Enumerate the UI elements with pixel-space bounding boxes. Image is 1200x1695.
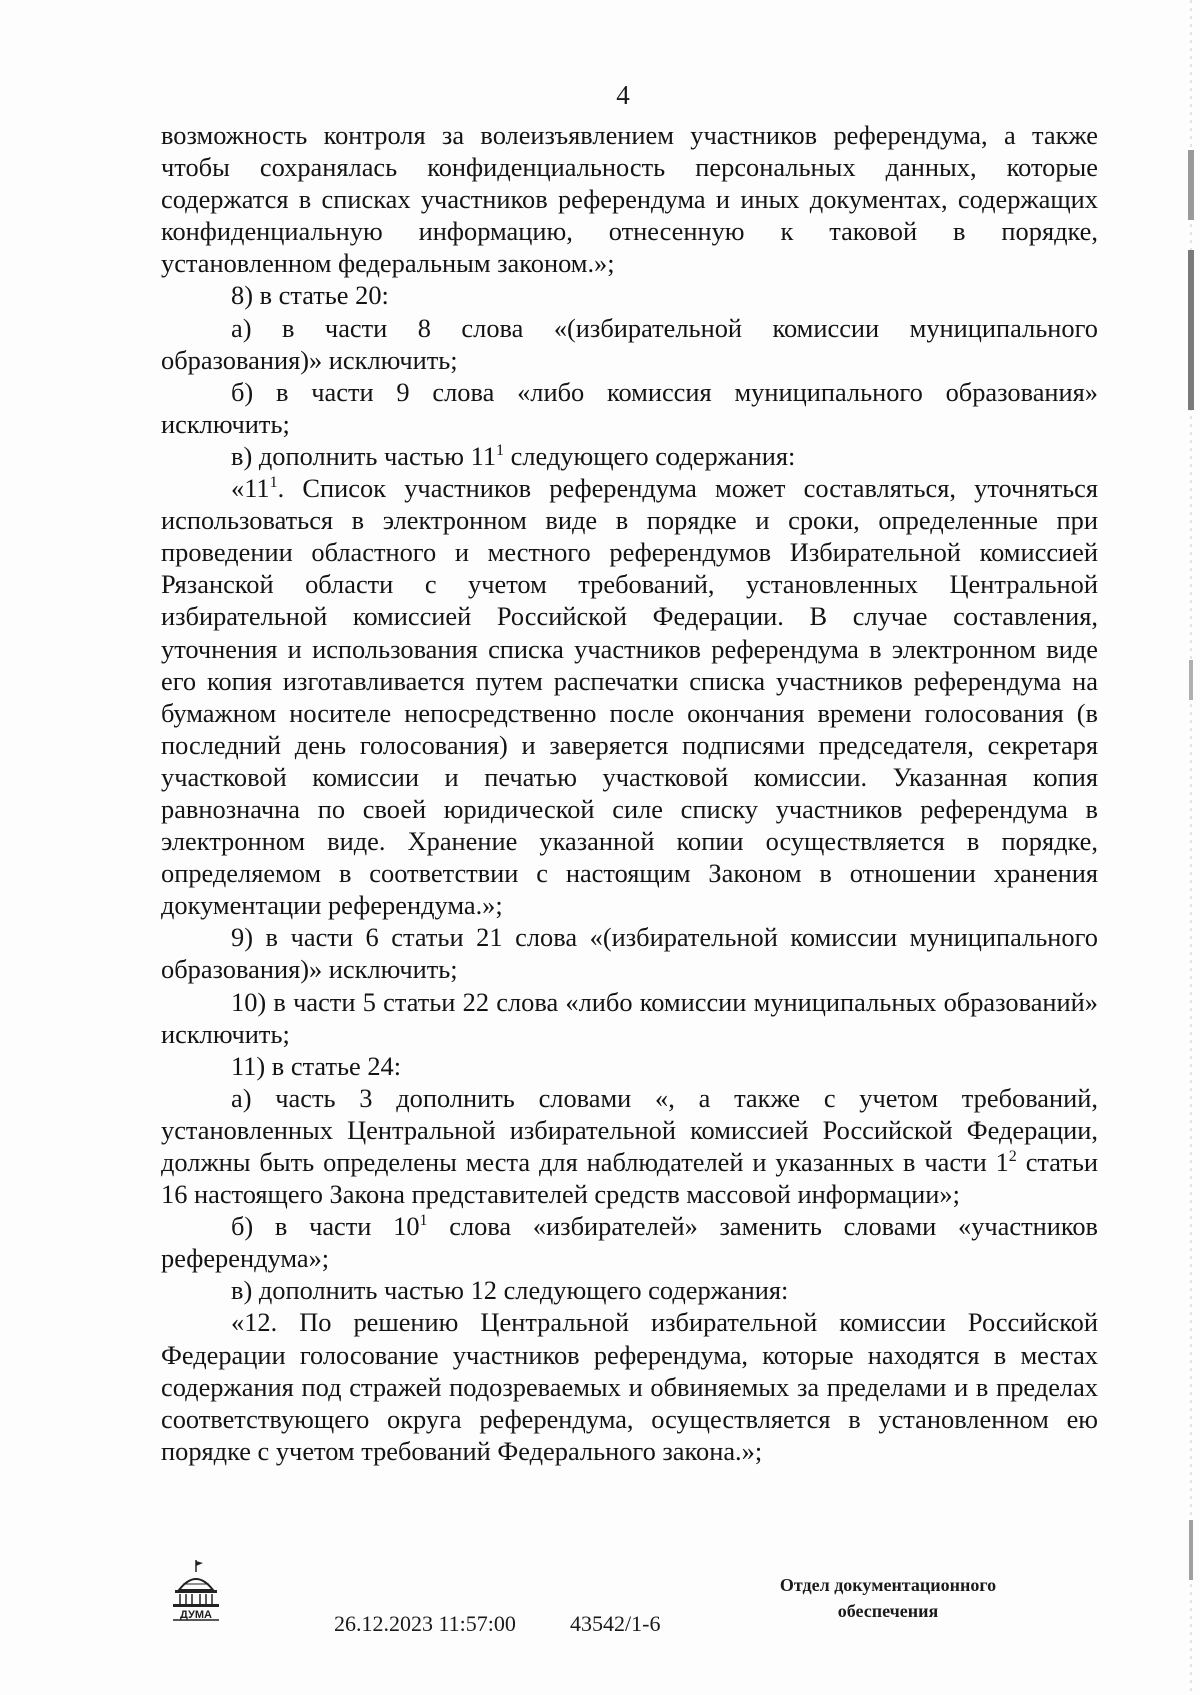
text-run: б) в части 10 — [231, 1211, 420, 1242]
text-run: а) в части 8 слова «(избирательной комиссии муниципального образования)» исключить; — [161, 312, 1098, 375]
scan-edge-marks — [1186, 0, 1196, 1695]
paragraph — [161, 1050, 1098, 1082]
document-number: 43542/1-6 — [570, 1611, 661, 1636]
paragraph — [161, 1082, 1098, 1210]
department-stamp — [748, 1572, 1028, 1624]
superscript: 1 — [419, 1212, 428, 1230]
superscript: 1 — [496, 442, 505, 460]
duma-logo-icon — [167, 1558, 225, 1623]
paragraph — [161, 1274, 1098, 1306]
text-run: в) дополнить частью 11 — [231, 440, 497, 471]
page-number: 4 — [616, 80, 630, 110]
text-run: б) в части 9 слова «либо комиссия муниципального образования» исключить; — [161, 376, 1098, 439]
text-run: 9) в части 6 статьи 21 слова «(избирательной комиссии муниципального образования)» исключить; — [161, 922, 1098, 985]
text-run: 10) в части 5 статьи 22 слова «либо комиссии муниципальных образований» исключить; — [161, 986, 1098, 1049]
paragraph — [161, 1210, 1098, 1274]
text-run: слова «избирателей» заменить словами «участников референдума»; — [161, 1211, 1098, 1274]
paragraph — [161, 376, 1098, 440]
paragraph — [161, 1306, 1098, 1466]
paragraph — [161, 440, 1098, 472]
paragraph — [161, 986, 1098, 1050]
document-body — [161, 119, 1098, 1467]
text-run: в) дополнить частью 12 следующего содержания: — [231, 1275, 789, 1306]
department-line-1: Отдел документационного — [779, 1575, 997, 1595]
text-run: возможность контроля за волеизъявлением участников референдума, а также чтобы сохранялась конфиденциальность персональных данных, которые содержатся в списках участников референдума и иных документах, содержащих конфиденциальную информацию, отнесенную к таковой в порядке, установленном федеральным законом.»; — [161, 120, 1098, 279]
text-run: «11 — [231, 473, 270, 504]
text-run: следующего содержания: — [504, 440, 796, 471]
text-run: «12. По решению Центральной избирательной комиссии Российской Федерации голосование участников референдума, которые находятся в местах содержания под стражей подозреваемых и обвиняемых за пределами и в пределах соответствующего округа референдума, осуществляется в установленном ею порядке с учетом требований Федерального закона.»; — [161, 1307, 1098, 1466]
paragraph — [161, 279, 1098, 311]
text-run: статьи 16 настоящего Закона представителей средств массовой информации»; — [161, 1147, 1098, 1210]
paragraph — [161, 119, 1098, 279]
paragraph — [161, 921, 1098, 985]
text-run: 11) в статье 24: — [231, 1050, 402, 1081]
department-line-2: обеспечения — [837, 1601, 939, 1621]
text-run: 8) в статье 20: — [231, 280, 389, 311]
superscript: 2 — [1008, 1148, 1017, 1166]
paragraph — [161, 312, 1098, 376]
duma-logo-text: ДУМА — [180, 1609, 212, 1621]
text-run: . Список участников референдума может составляться, уточняться использоваться в электронном виде в порядке и сроки, определенные при проведении областного и местного референдумов Избирательной комиссией Рязанской области с учетом требований, установленных Центральной избирательной комиссией Российской Федерации. В случае составления, уточнения и использования списка участников референдума в электронном виде его копия изготавливается путем распечатки списка участников референдума на бумажном носителе непосредственно после окончания времени голосования (в последний день голосования) и заверяется подписями председателя, секретаря участковой комиссии и печатью участковой комиссии. Указанная копия равнозначна по своей юридической силе списку участников референдума в электронном виде. Хранение указанной копии осуществляется в порядке, определяемом в соответствии с настоящим Законом в отношении хранения документации референдума.»; — [161, 473, 1098, 921]
superscript: 1 — [269, 474, 278, 492]
text-run: а) часть 3 дополнить словами «, а также с учетом требований, установленных Центральной избирательной комиссией Российской Федерации, должны быть определены места для наблюдателей и указанных в части 1 — [161, 1082, 1098, 1177]
paragraph — [161, 472, 1098, 921]
registration-datetime: 26.12.2023 11:57:00 — [334, 1611, 516, 1636]
